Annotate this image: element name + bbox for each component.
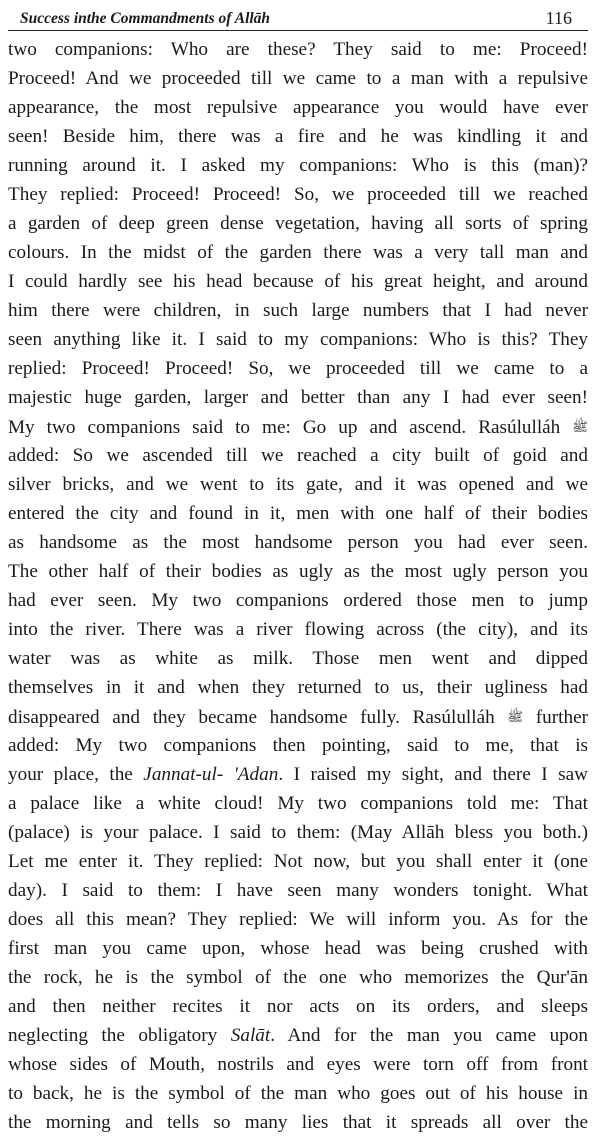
text-line: seen! Beside him, there was a fire and he was kindling it and <box>8 126 588 147</box>
text-line: seen anything like it. I said to my companions: Who is this? They <box>8 329 588 350</box>
text-line <box>8 412 588 441</box>
text-line: Let me enter it. They replied: Not now, but you shall enter it (one <box>8 851 588 872</box>
salutation-glyph: ﷺ <box>507 709 524 724</box>
text-line: day). I said to them: I have seen many wonders tonight. What <box>8 880 588 901</box>
text-line: does all this mean? They replied: We will inform you. As for the <box>8 909 588 930</box>
text-line: and then neither recites it nor acts on its orders, and sleeps <box>8 996 588 1017</box>
text-line: silver bricks, and we went to its gate, and it was opened and we <box>8 474 588 495</box>
running-title: Success inthe Commandments of Allāh <box>20 10 271 27</box>
text-line: They replied: Proceed! Proceed! So, we proceeded till we reached <box>8 184 588 205</box>
text-line: the morning and tells so many lies that it spreads all over the <box>8 1112 588 1133</box>
text-line: whose sides of Mouth, nostrils and eyes were torn off from front <box>8 1054 588 1075</box>
text-line <box>8 1021 588 1050</box>
text-line: the rock, he is the symbol of the one who memorizes the Qur'ān <box>8 967 588 988</box>
text-segment: My two companions said to me: Go up and ascend. Rasúlulláh <box>8 417 573 438</box>
text-line: first man you came upon, whose head was being crushed with <box>8 938 588 959</box>
page-number: 116 <box>545 8 572 28</box>
text-line: colours. In the midst of the garden there was a very tall man and <box>8 242 588 263</box>
text-line: to back, he is the symbol of the man who goes out of his house in <box>8 1083 588 1104</box>
italic-term: Salāt <box>230 1025 271 1046</box>
text-line: themselves in it and when they returned to us, their ugliness had <box>8 677 588 698</box>
text-line: water was as white as milk. Those men went and dipped <box>8 648 588 669</box>
text-line <box>8 760 588 789</box>
text-line: a palace like a white cloud! My two companions told me: That <box>8 793 588 814</box>
text-line: (palace) is your palace. I said to them: (May Allāh bless you both.) <box>8 822 588 843</box>
text-segment: . I raised my sight, and there I saw <box>278 764 588 785</box>
text-line: running around it. I asked my companions: Who is this (man)? <box>8 155 588 176</box>
text-line: him there were children, in such large numbers that I had never <box>8 300 588 321</box>
body-text <box>8 35 588 1137</box>
text-line: a garden of deep green dense vegetation, having all sorts of spring <box>8 213 588 234</box>
text-line: entered the city and found in it, men with one half of their bodies <box>8 503 588 524</box>
text-segment: neglecting the obligatory <box>8 1025 231 1046</box>
text-line: had ever seen. My two companions ordered those men to jump <box>8 590 588 611</box>
page-header <box>8 0 588 31</box>
text-line: I could hardly see his head because of his great height, and around <box>8 271 588 292</box>
text-segment: . And for the man you came upon <box>270 1025 588 1046</box>
italic-term: Jannat-ul- 'Adan <box>143 764 279 785</box>
text-line: into the river. There was a river flowing across (the city), and its <box>8 619 588 640</box>
text-line: majestic huge garden, larger and better than any I had ever seen! <box>8 387 588 408</box>
salutation-glyph: ﷺ <box>572 419 588 434</box>
text-line: added: My two companions then pointing, said to me, that is <box>8 735 588 756</box>
text-line: appearance, the most repulsive appearance you would have ever <box>8 97 588 118</box>
text-line: added: So we ascended till we reached a city built of goid and <box>8 445 588 466</box>
text-line <box>8 702 588 731</box>
text-line: replied: Proceed! Proceed! So, we proceeded till we came to a <box>8 358 588 379</box>
text-line: as handsome as the most handsome person you had ever seen. <box>8 532 588 553</box>
text-segment: your place, the <box>8 764 144 785</box>
text-segment: disappeared and they became handsome fully. Rasúlulláh <box>8 707 508 728</box>
text-line: Proceed! And we proceeded till we came to a man with a repulsive <box>8 68 588 89</box>
text-line: two companions: Who are these? They said to me: Proceed! <box>8 39 588 60</box>
text-line: The other half of their bodies as ugly as the most ugly person you <box>8 561 588 582</box>
text-segment: further <box>523 707 588 728</box>
